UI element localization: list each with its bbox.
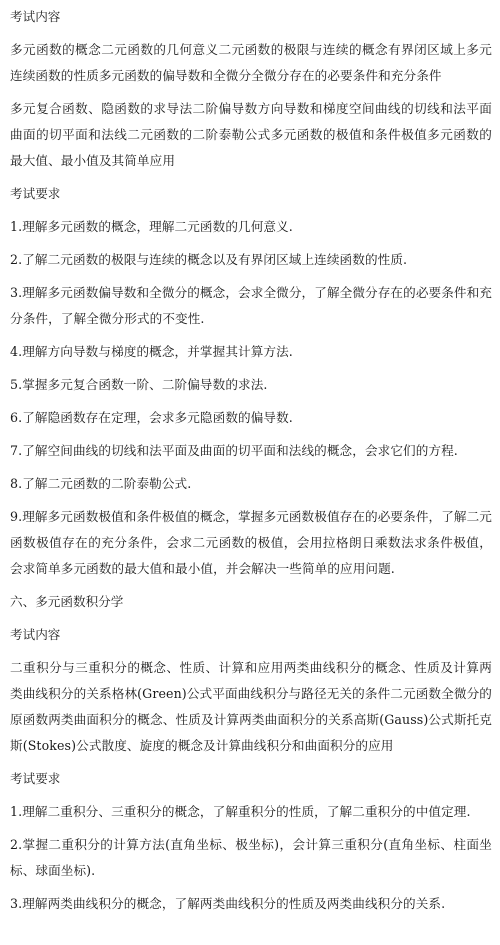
integration-requirement-item-3: 3.理解两类曲线积分的概念，了解两类曲线积分的性质及两类曲线积分的关系.	[10, 896, 446, 911]
requirement-item-4: 4.理解方向导数与梯度的概念，并掌握其计算方法.	[10, 344, 293, 359]
requirement-item-8: 8.了解二元函数的二阶泰勒公式.	[10, 476, 192, 491]
chapter-heading-multivariable-integration: 六、多元函数积分学	[10, 594, 124, 609]
requirement-item-9: 9.理解多元函数极值和条件极值的概念，掌握多元函数极值存在的必要条件，了解二元函数极值存在的充分条件，会求二元函数的极值，会用拉格朗日乘数法求条件极值，会求简单多元函数的最大值和最小值，并会解决一些简单的应用问题.	[10, 509, 492, 576]
requirement-item-7: 7.了解空间曲线的切线和法平面及曲面的切平面和法线的概念，会求它们的方程.	[10, 443, 458, 458]
requirement-item-2: 2.了解二元函数的极限与连续的概念以及有界闭区域上连续函数的性质.	[10, 252, 408, 267]
paragraph-content-3: 二重积分与三重积分的概念、性质、计算和应用两类曲线积分的概念、性质及计算两类曲线积分的关系格林(Green)公式平面曲线积分与路径无关的条件二元函数全微分的原函数两类曲面积分的概念、性质及计算两类曲面积分的关系高斯(Gauss)公式斯托克斯(Stokes)公式散度、旋度的概念及计算曲线积分和曲面积分的应用	[10, 660, 492, 753]
requirement-item-6: 6.了解隐函数存在定理，会求多元隐函数的偏导数.	[10, 410, 293, 425]
section-heading-exam-content: 考试内容	[10, 9, 61, 24]
paragraph-content-2: 多元复合函数、隐函数的求导法二阶偏导数方向导数和梯度空间曲线的切线和法平面曲面的切平面和法线二元函数的二阶泰勒公式多元函数的极值和条件极值多元函数的最大值、最小值及其简单应用	[10, 101, 492, 168]
requirement-item-3: 3.理解多元函数偏导数和全微分的概念，会求全微分，了解全微分存在的必要条件和充分条件，了解全微分形式的不变性.	[10, 285, 492, 326]
integration-requirement-item-1: 1.理解二重积分、三重积分的概念，了解重积分的性质，了解二重积分的中值定理.	[10, 804, 471, 819]
section-heading-exam-content-2: 考试内容	[10, 627, 61, 642]
requirement-item-5: 5.掌握多元复合函数一阶、二阶偏导数的求法.	[10, 377, 268, 392]
section-heading-exam-requirements-2: 考试要求	[10, 771, 61, 786]
integration-requirement-item-2: 2.掌握二重积分的计算方法(直角坐标、极坐标)，会计算三重积分(直角坐标、柱面坐标、球面坐标).	[10, 837, 492, 878]
section-heading-exam-requirements: 考试要求	[10, 186, 61, 201]
requirement-item-1: 1.理解多元函数的概念，理解二元函数的几何意义.	[10, 219, 293, 234]
paragraph-content-1: 多元函数的概念二元函数的几何意义二元函数的极限与连续的概念有界闭区域上多元连续函数的性质多元函数的偏导数和全微分全微分存在的必要条件和充分条件	[10, 42, 492, 83]
